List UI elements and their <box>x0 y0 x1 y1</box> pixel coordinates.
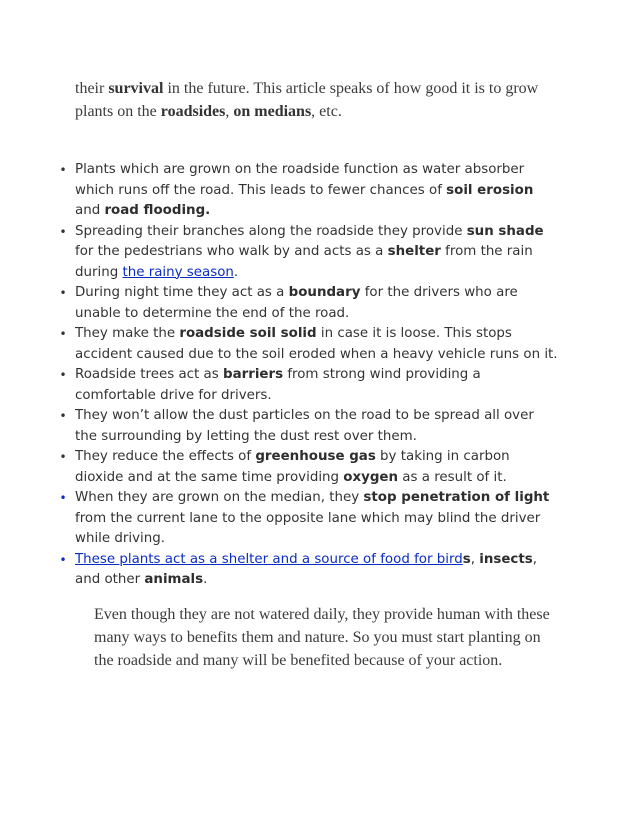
rainy-season-link[interactable]: the rainy season <box>122 264 234 280</box>
intro-text: their <box>75 80 109 97</box>
list-item <box>0 324 638 365</box>
item-text: Roadside trees act as <box>75 367 223 382</box>
item-text: They won’t allow the dust particles on the road to be spread all over the surrounding by letting the dust rest over them. <box>75 408 534 444</box>
bullet-icon: • <box>59 409 67 423</box>
intro-paragraph <box>75 77 575 123</box>
item-bold: sun shade <box>466 223 544 239</box>
list-item <box>0 447 638 488</box>
list-item <box>0 222 638 284</box>
item-text: . <box>203 572 208 587</box>
item-text: , <box>470 551 480 567</box>
list-item <box>0 550 638 591</box>
list-item <box>0 406 638 447</box>
item-text: from strong wind providing a comfortable drive for drivers. <box>75 367 481 403</box>
item-text: as a result of it. <box>398 469 507 485</box>
item-text: Plants which are grown on the roadside function as water absorber which runs off the road. This leads to fewer chances of <box>75 162 525 198</box>
list-item <box>0 365 638 406</box>
item-bold: barriers <box>222 367 284 382</box>
shelter-food-link[interactable]: These plants act as a shelter and a source of food for bird <box>75 551 463 567</box>
item-bold: road flooding. <box>104 203 211 218</box>
item-bold: s <box>462 551 471 567</box>
item-text: by taking in carbon dioxide and at the same time providing <box>75 449 510 485</box>
item-text: During night time they act as a <box>75 285 289 300</box>
item-text: for the drivers who are unable to determine the end of the road. <box>75 285 518 321</box>
bullet-icon: • <box>59 163 67 177</box>
bullet-icon: • <box>59 286 67 300</box>
item-bold: roadside soil solid <box>179 326 317 341</box>
item-bold: shelter <box>387 244 441 259</box>
intro-bold-survival: survival <box>108 80 164 97</box>
item-bold: boundary <box>288 285 361 300</box>
benefits-list <box>0 160 638 591</box>
item-text: in case it is loose. This stops accident caused due to the soil eroded when a heavy vehicle runs on it. <box>75 326 558 362</box>
item-text: When they are grown on the median, they <box>75 490 364 505</box>
bullet-icon: • <box>59 450 67 464</box>
item-bold: greenhouse gas <box>255 449 376 464</box>
item-text: They make the <box>75 326 180 341</box>
item-text: , and other <box>75 551 537 587</box>
intro-text: in the future. This article speaks of how good it is to grow plants on the <box>75 80 539 120</box>
bullet-icon: • <box>59 224 67 239</box>
intro-bold-medians: on medians <box>233 103 312 120</box>
item-bold: insects <box>479 551 533 567</box>
item-text: for the pedestrians who walk by and acts as a <box>75 244 388 259</box>
list-item <box>0 283 638 324</box>
item-text: They reduce the effects of <box>75 449 256 464</box>
item-text: from the current lane to the opposite lane which may blind the driver while driving. <box>75 510 541 546</box>
item-bold: stop penetration of light <box>363 490 550 505</box>
item-text: Spreading their branches along the roadside they provide <box>75 223 467 239</box>
item-text: and <box>75 203 105 218</box>
item-bold: oxygen <box>343 469 399 485</box>
item-bold: soil erosion <box>446 182 534 198</box>
closing-paragraph: Even though they are not watered daily, they provide human with these many ways to benefits them and nature. So you must start planting on the roadside and many will be benefited because of your action. <box>94 606 550 669</box>
item-bold: animals <box>144 572 204 587</box>
bullet-icon: • <box>59 327 67 341</box>
bullet-icon: • <box>59 368 67 382</box>
intro-text: , etc. <box>311 103 342 120</box>
bullet-icon: • <box>59 491 67 505</box>
item-text: . <box>233 264 239 280</box>
item-text: from the rain during <box>75 244 533 280</box>
intro-text: , <box>225 103 234 120</box>
bullet-icon: • <box>59 552 67 567</box>
list-item <box>0 488 638 550</box>
list-item <box>0 160 638 222</box>
intro-bold-roadsides: roadsides <box>160 103 226 120</box>
